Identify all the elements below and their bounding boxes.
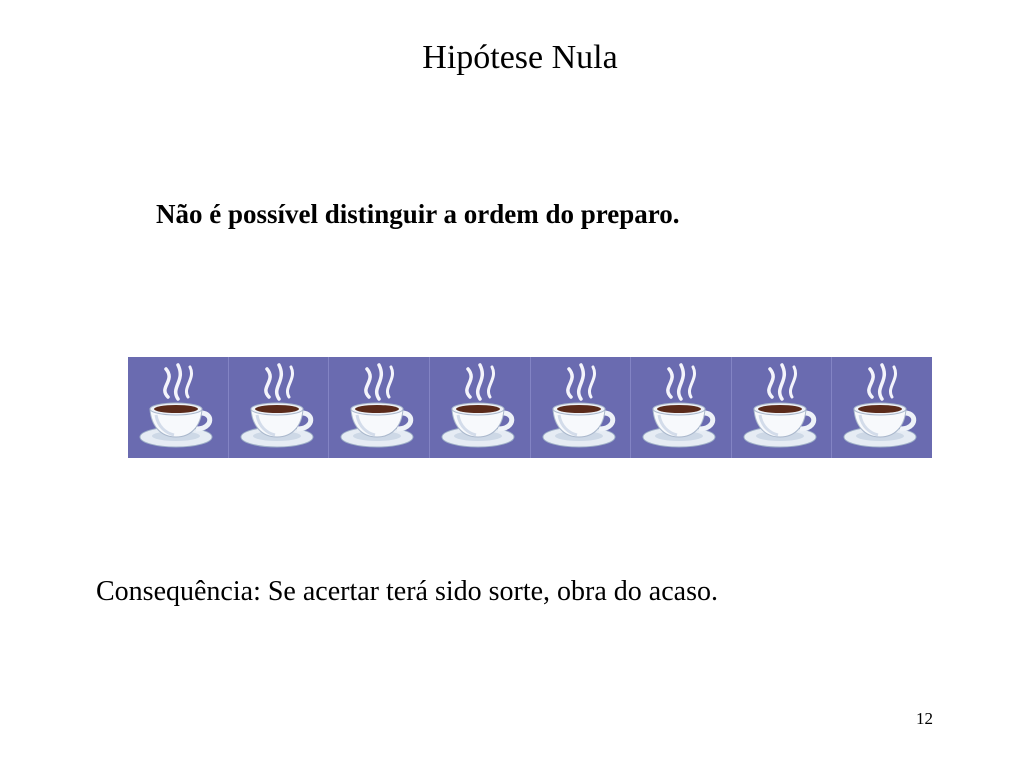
- consequence-text: Consequência: Se acertar terá sido sorte, obra do acaso.: [96, 576, 718, 607]
- coffee-cup-strip: [128, 357, 932, 458]
- coffee-cup-tile: [128, 357, 229, 458]
- coffee-cup-tile: [329, 357, 430, 458]
- coffee-cup-tile: [430, 357, 531, 458]
- slide-title: Hipótese Nula: [422, 39, 618, 76]
- coffee-cup-tile: [229, 357, 330, 458]
- null-hypothesis-statement: Não é possível distinguir a ordem do preparo.: [156, 199, 680, 229]
- coffee-cup-tile: [732, 357, 833, 458]
- coffee-cup-tile: [832, 357, 932, 458]
- coffee-cup-tile: [631, 357, 732, 458]
- coffee-cup-tile: [531, 357, 632, 458]
- page-number: 12: [916, 709, 933, 728]
